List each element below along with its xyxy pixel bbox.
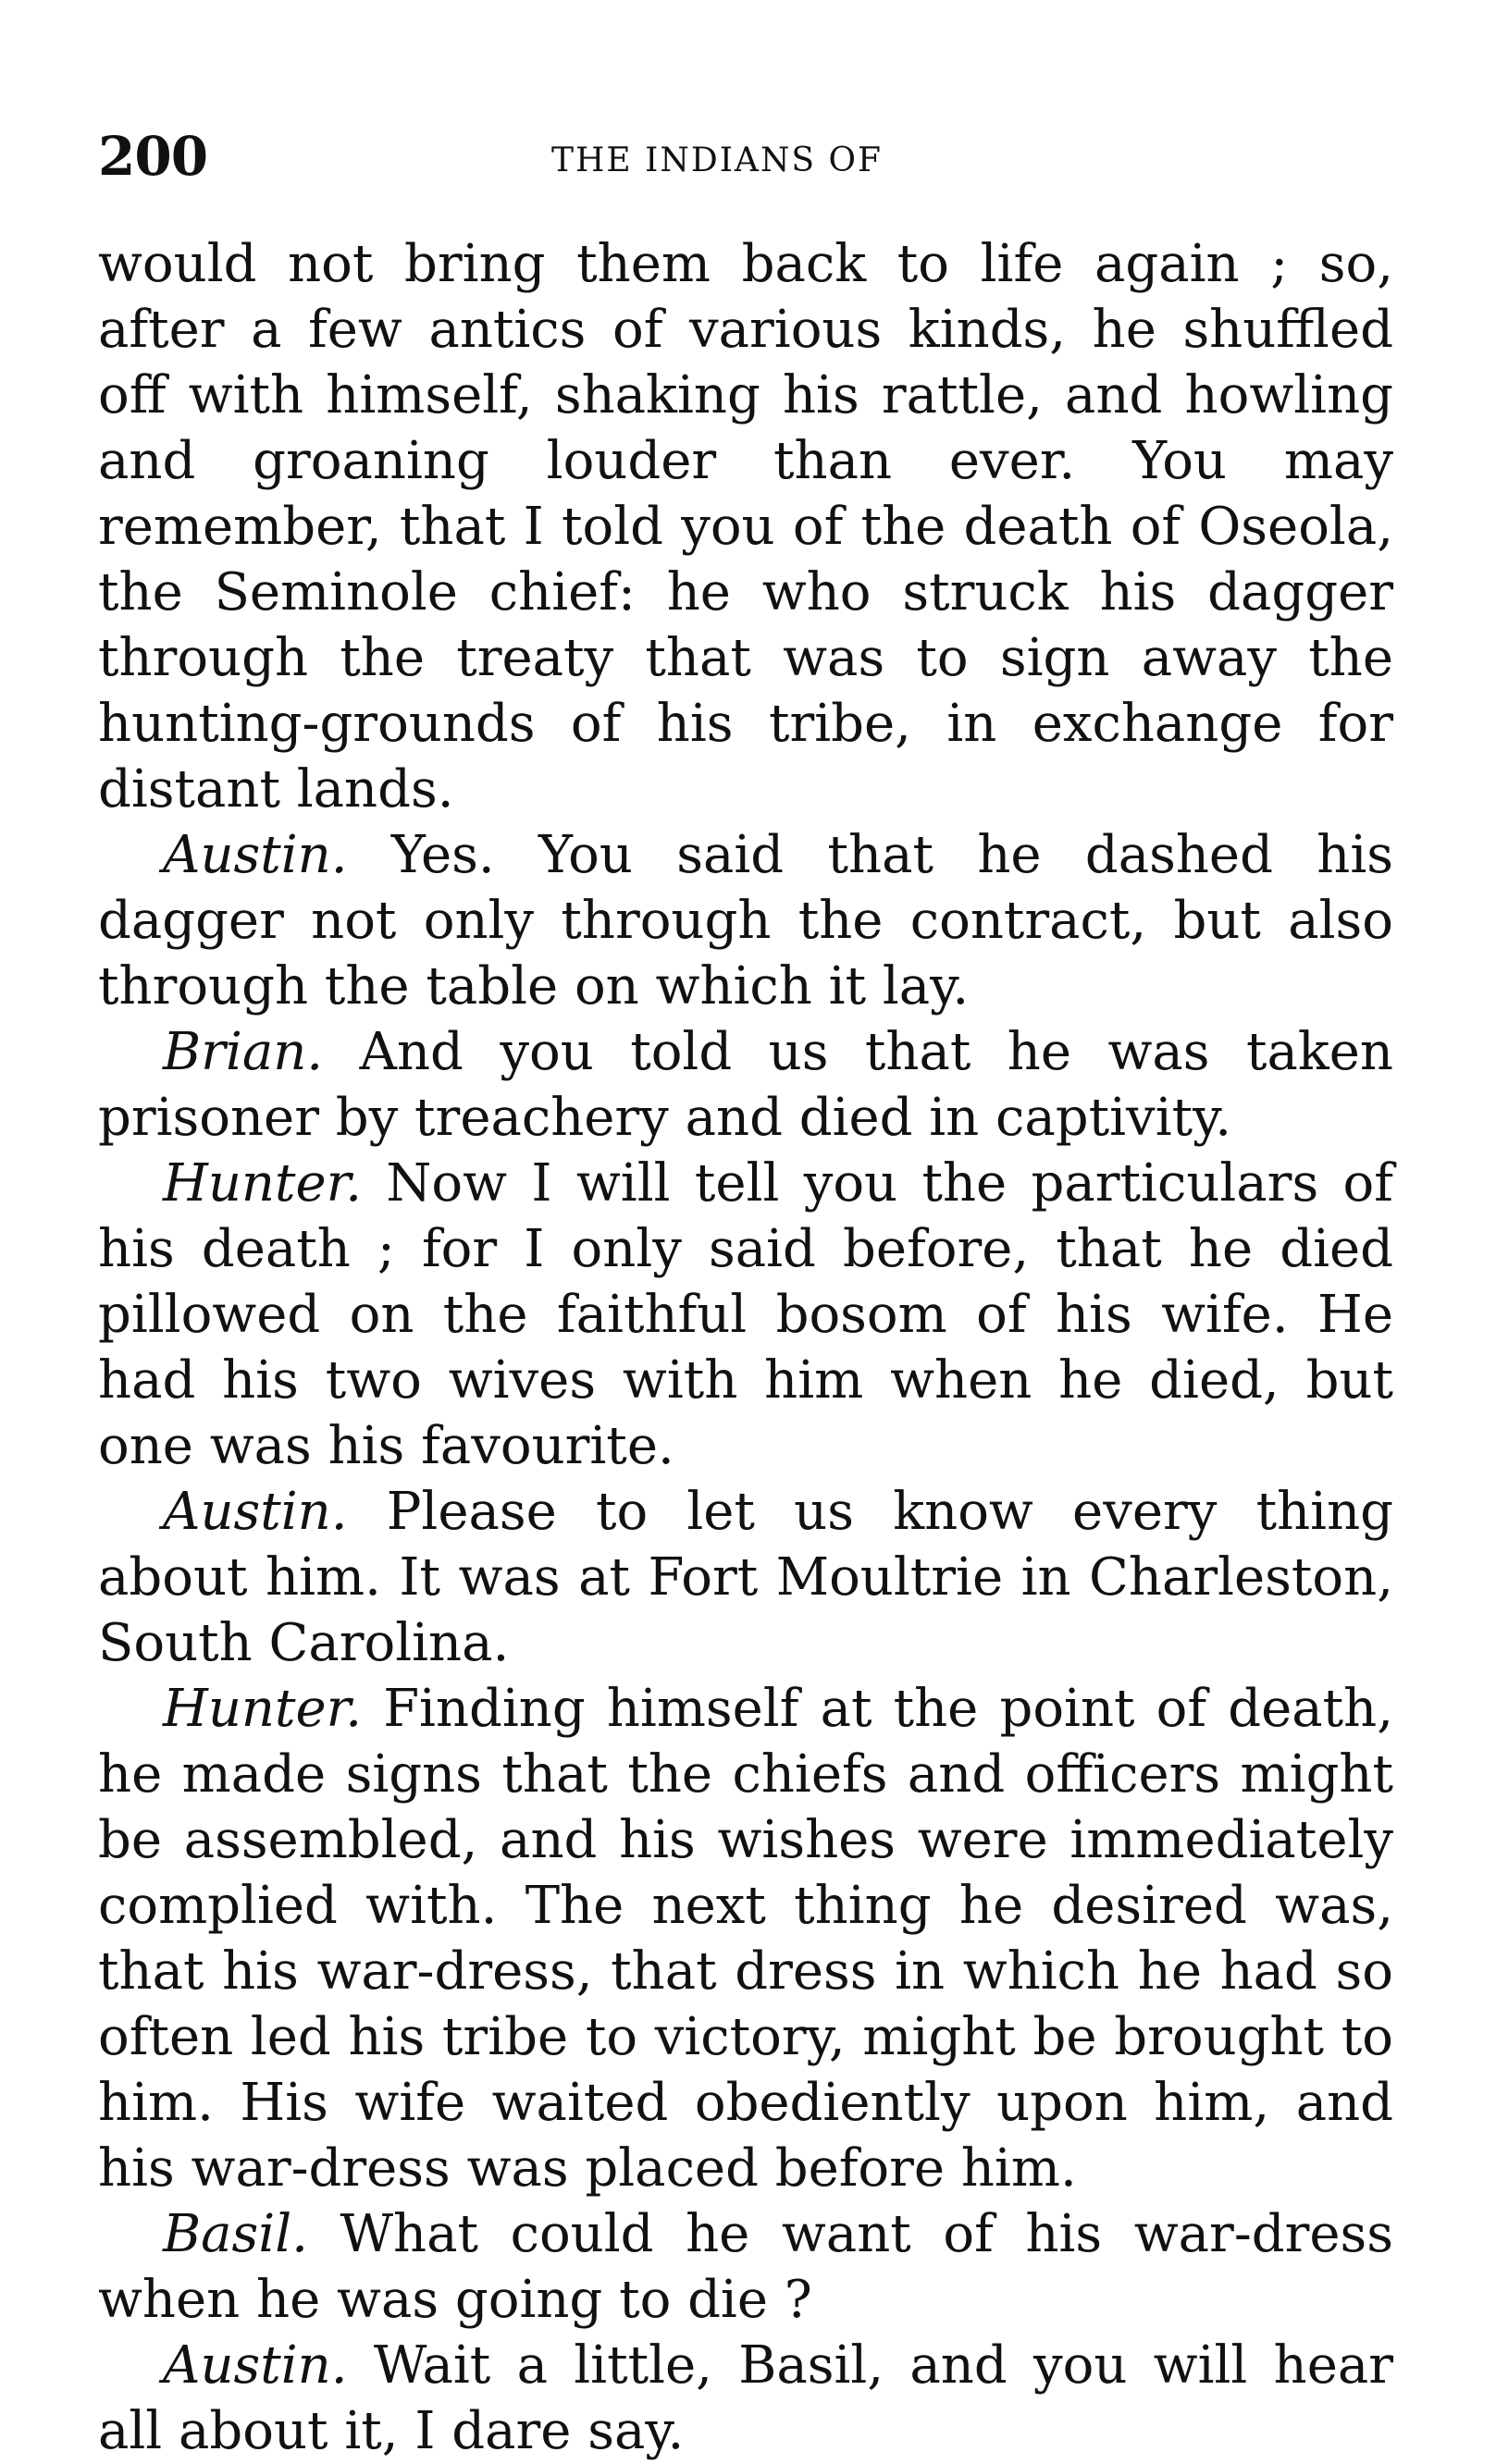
paragraph-text: What could he want of his war-dress when he was going to die ? [98, 2204, 1393, 2330]
paragraph [98, 1676, 1393, 2201]
paragraph-text: Now I will tell you the particulars of his death ; for I only said before, that he died pillowed on the faithful bosom of his wife. He had his two wives with him when he died, but one was his favourite. [98, 1153, 1393, 1476]
paragraph [98, 2333, 1393, 2464]
paragraph-text: would not bring them back to life again ; so, after a few antics of various kinds, he shuffled off with himself, shaking his rattle, and howling and groaning louder than ever. You may remember, that I told you of the death of Oseola, the Seminole chief: he who struck his dagger through the treaty that was to sign away the hunting-grounds of his tribe, in exchange for distant lands. [98, 234, 1393, 819]
paragraph-text: Wait a little, Basil, and you will hear all about it, I dare say. [98, 2335, 1393, 2461]
paragraph-text: Please to let us know every thing about him. It was at Fort Moultrie in Charleston, South Carolina. [98, 1482, 1393, 1673]
paragraph [98, 822, 1393, 1019]
speaker-name: Austin. [163, 825, 348, 885]
speaker-name: Austin. [163, 2335, 348, 2396]
page-header [98, 125, 1393, 203]
body-text [98, 231, 1393, 2464]
speaker-name: Hunter. [163, 1153, 363, 1214]
paragraph [98, 2201, 1393, 2333]
running-title: THE INDIANS OF [551, 142, 884, 179]
paragraph-text: And you told us that he was taken prisoner by treachery and died in captivity. [98, 1022, 1393, 1148]
paragraph [98, 1019, 1393, 1151]
paragraph-text: Finding himself at the point of death, he made signs that the chiefs and officers might be assembled, and his wishes were immediately complied with. The next thing he desired was, that his war-dress, that dress in which he had so often led his tribe to victory, might be brought to him. His wife waited obediently upon him, and his war-dress was placed before him. [98, 1679, 1393, 2199]
paragraph [98, 1479, 1393, 1676]
paragraph [98, 231, 1393, 822]
speaker-name: Basil. [163, 2204, 308, 2264]
paragraph [98, 1151, 1393, 1479]
speaker-name: Hunter. [163, 1679, 363, 1739]
paragraph-text: Yes. You said that he dashed his dagger not only through the contract, but also through the table on which it lay. [98, 825, 1393, 1016]
page-number: 200 [98, 125, 208, 188]
speaker-name: Brian. [163, 1022, 324, 1082]
speaker-name: Austin. [163, 1482, 348, 1542]
